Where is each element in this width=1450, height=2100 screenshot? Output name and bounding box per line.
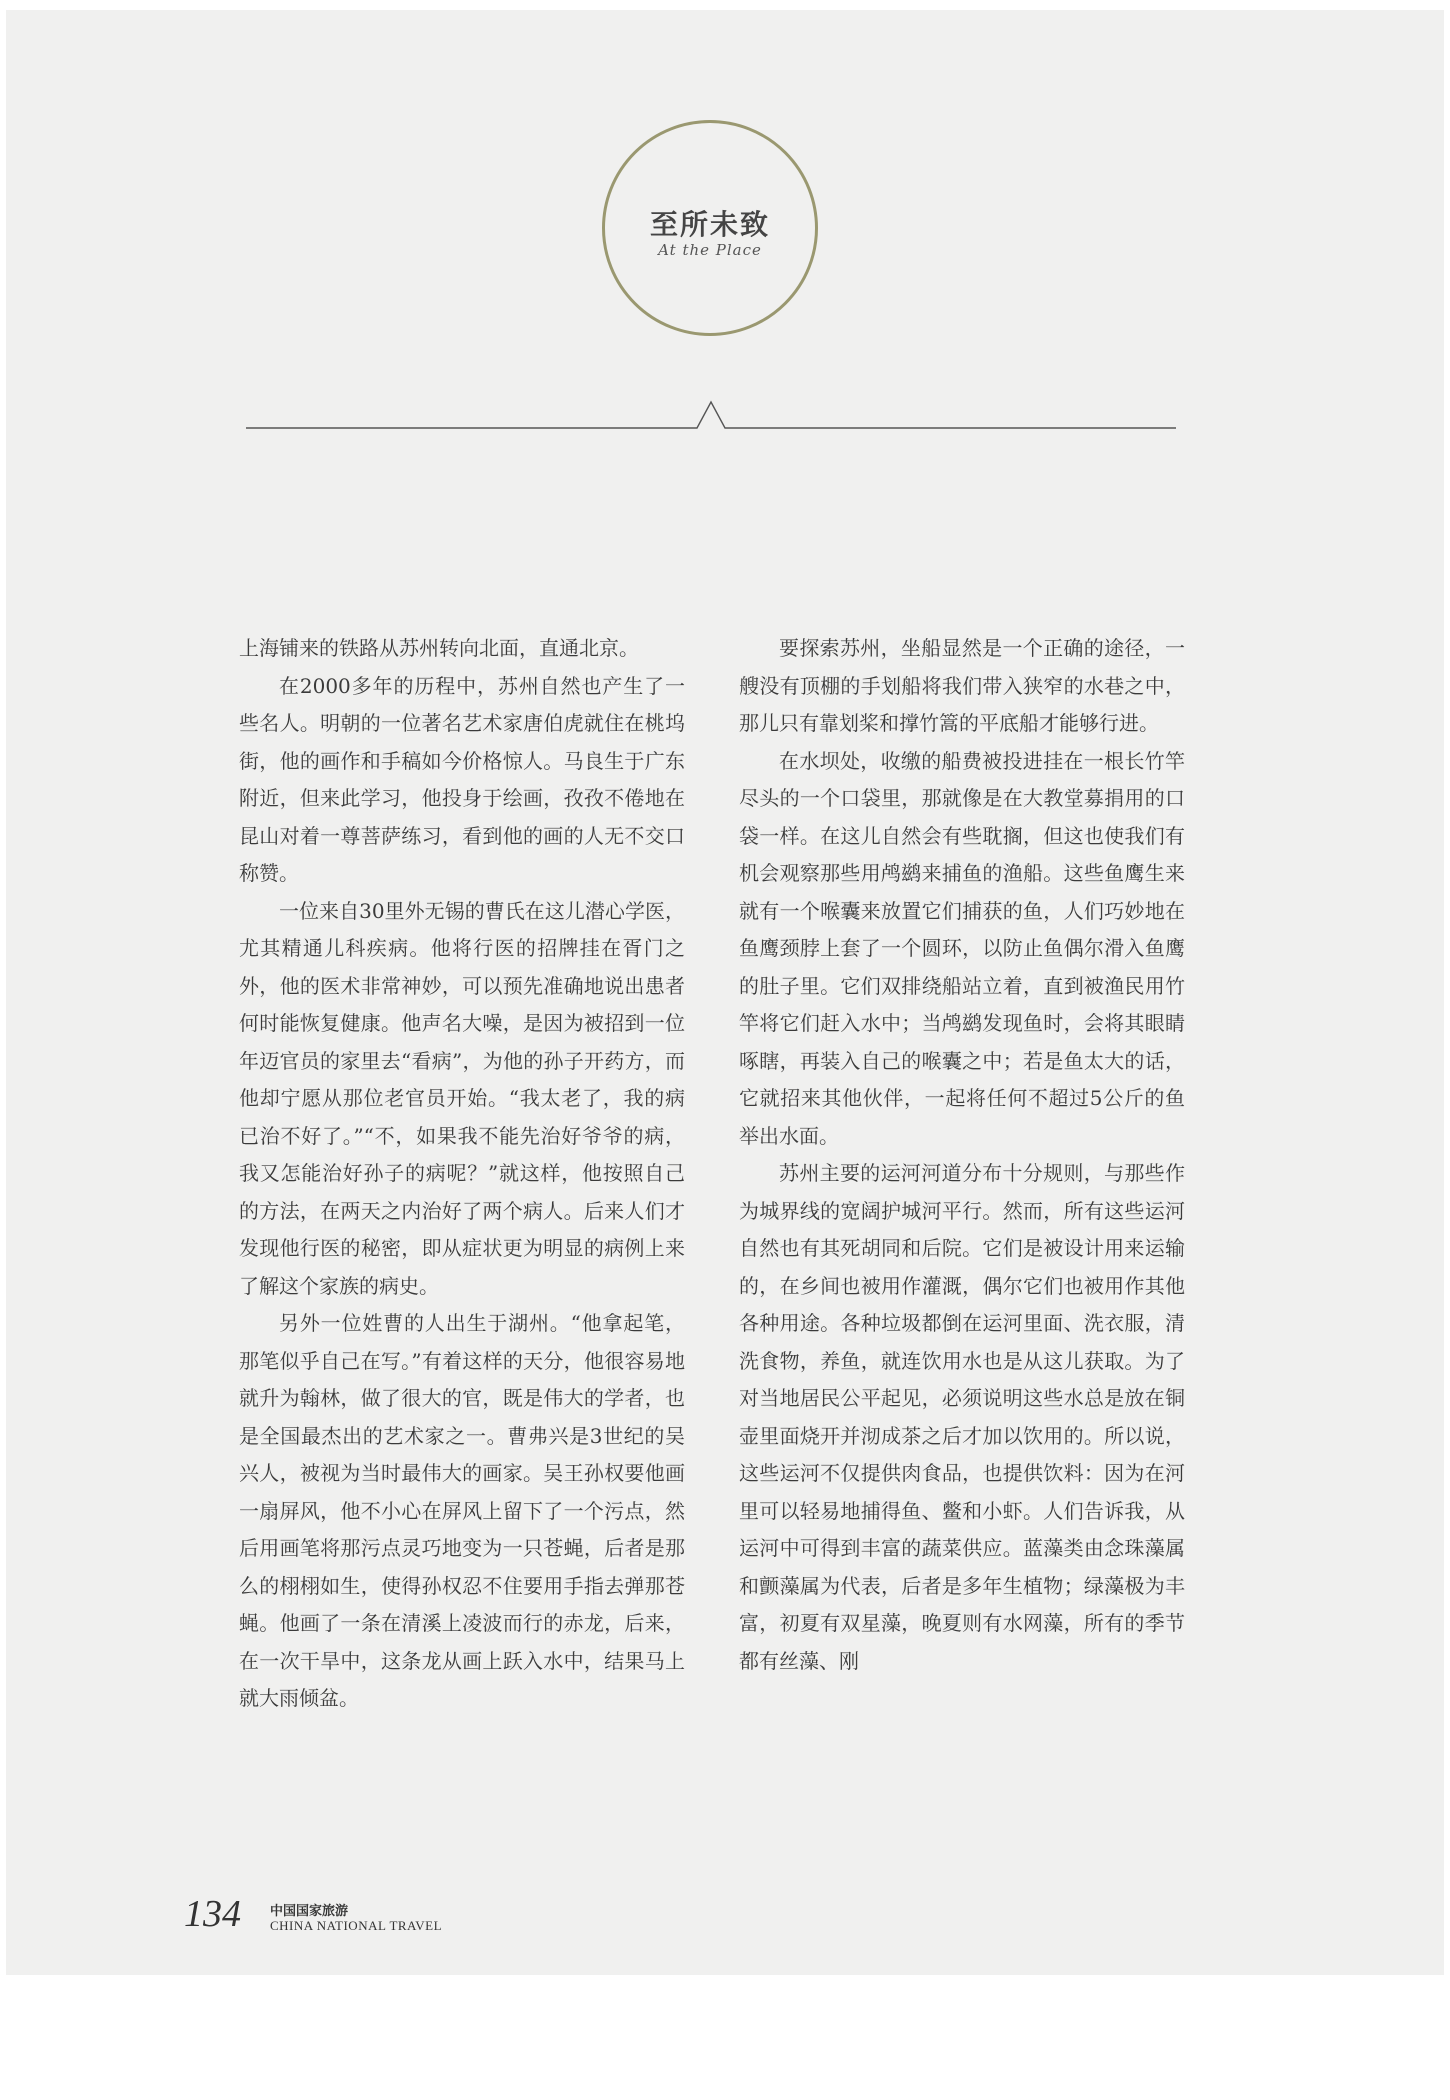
magazine-name-cn: 中国国家旅游 xyxy=(270,1904,349,1919)
paragraph: 在水坝处，收缴的船费被投进挂在一根长竹竿尽头的一个口袋里，那就像是在大教堂募捐用的口袋一样。在这儿自然会有些耽搁，但这也使我们有机会观察那些用鸬鹚来捕鱼的渔船。这些鱼鹰生来就有一个喉囊来放置它们捕获的鱼，人们巧妙地在鱼鹰颈脖上套了一个圆环，以防止鱼偶尔滑入鱼鹰的肚子里。它们双排绕船站立着，直到被渔民用竹竿将它们赶入水中；当鸬鹚发现鱼时，会将其眼睛啄瞎，再装入自己的喉囊之中；若是鱼太大的话，它就招来其他伙伴，一起将任何不超过5公斤的鱼举出水面。 xyxy=(739,748,1185,1148)
magazine-page xyxy=(6,10,1444,1975)
section-emblem xyxy=(602,120,818,336)
magazine-name-en: CHINA NATIONAL TRAVEL xyxy=(270,1918,443,1933)
article-column-right xyxy=(739,630,1185,1680)
paragraph: 在2000多年的历程中，苏州自然也产生了一些名人。明朝的一位著名艺术家唐伯虎就住在桃坞街，他的画作和手稿如今价格惊人。马良生于广东附近，但来此学习，他投身于绘画，孜孜不倦地在昆山对着一尊菩萨练习，看到他的画的人无不交口称赞。 xyxy=(239,673,685,885)
paragraph: 上海铺来的铁路从苏州转向北面，直通北京。 xyxy=(239,636,639,660)
section-title-cn: 至所未致 xyxy=(649,208,770,241)
page-number: 134 xyxy=(184,1893,241,1935)
paragraph: 另外一位姓曹的人出生于湖州。“他拿起笔，那笔似乎自己在写。”有着这样的天分，他很容易地就升为翰林，做了很大的官，既是伟大的学者，也是全国最杰出的艺术家之一。曹弗兴是3世纪的吴兴人，被视为当时最伟大的画家。吴王孙权要他画一扇屏风，他不小心在屏风上留下了一个污点，然后用画笔将那污点灵巧地变为一只苍蝇，后者是那么的栩栩如生，使得孙权忍不住要用手指去弹那苍蝇。他画了一条在清溪上凌波而行的赤龙，后来，在一次干旱中，这条龙从画上跃入水中，结果马上就大雨倾盆。 xyxy=(239,1311,685,1710)
paragraph: 要探索苏州，坐船显然是一个正确的途径，一艘没有顶棚的手划船将我们带入狭窄的水巷之中，那儿只有靠划桨和撑竹篙的平底船才能够行进。 xyxy=(739,636,1185,735)
paragraph: 一位来自30里外无锡的曹氏在这儿潜心学医，尤其精通儿科疾病。他将行医的招牌挂在胥门之外，他的医术非常神妙，可以预先准确地说出患者何时能恢复健康。他声名大噪，是因为被招到一位年迈官员的家里去“看病”，为他的孙子开药方，而他却宁愿从那位老官员开始。“我太老了，我的病已治不好了。”“不，如果我不能先治好爷爷的病，我又怎能治好孙子的病呢？”就这样，他按照自己的方法，在两天之内治好了两个病人。后来人们才发现他行医的秘密，即从症状更为明显的病例上来了解这个家族的病史。 xyxy=(239,898,685,1298)
header-divider xyxy=(246,398,1176,438)
article-column-left xyxy=(239,630,685,1718)
paragraph: 苏州主要的运河河道分布十分规则，与那些作为城界线的宽阔护城河平行。然而，所有这些运河自然也有其死胡同和后院。它们是被设计用来运输的，在乡间也被用作灌溉，偶尔它们也被用作其他各种用途。各种垃圾都倒在运河里面、洗衣服，清洗食物，养鱼，就连饮用水也是从这儿获取。为了对当地居民公平起见，必须说明这些水总是放在铜壶里面烧开并沏成茶之后才加以饮用的。所以说，这些运河不仅提供肉食品，也提供饮料：因为在河里可以轻易地捕得鱼、鳖和小虾。人们告诉我，从运河中可得到丰富的蔬菜供应。蓝藻类由念珠藻属和颤藻属为代表，后者是多年生植物；绿藻极为丰富，初夏有双星藻，晚夏则有水网藻，所有的季节都有丝藻、刚 xyxy=(739,1161,1185,1673)
section-title-en: At the Place xyxy=(658,241,762,259)
